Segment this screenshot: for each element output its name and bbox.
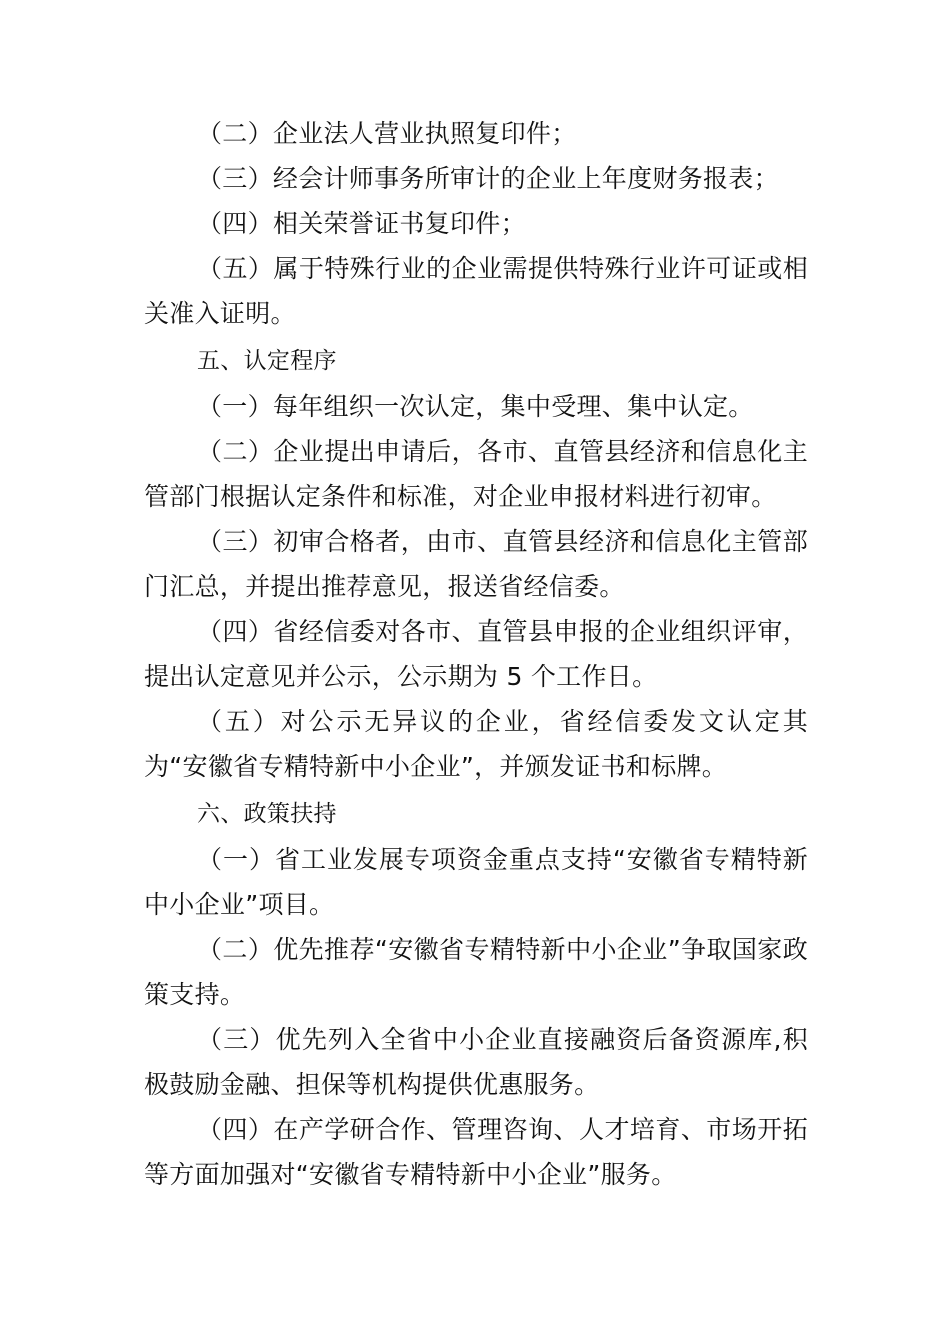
list-item-2: （二）企业法人营业执照复印件；: [197, 119, 577, 148]
policy-item-1: （一）省工业发展专项资金重点支持“安徽省专精特新中小企业”项目。: [144, 845, 808, 919]
document-body: [144, 111, 808, 1197]
procedure-item-2: （二）企业提出申请后，各市、直管县经济和信息化主管部门根据认定条件和标准，对企业申报材料进行初审。: [144, 437, 808, 511]
section-heading-policy: 六、政策扶持: [197, 801, 337, 827]
procedure-item-1: （一）每年组织一次认定，集中受理、集中认定。: [197, 392, 754, 421]
policy-item-4: （四）在产学研合作、管理咨询、人才培育、市场开拓等方面加强对“安徽省专精特新中小企业”服务。: [144, 1115, 808, 1189]
procedure-item-4: （四）省经信委对各市、直管县申报的企业组织评审，提出认定意见并公示，公示期为 5 个工作日。: [144, 617, 808, 691]
policy-item-2: （二）优先推荐“安徽省专精特新中小企业”争取国家政策支持。: [144, 935, 808, 1009]
list-item-3: （三）经会计师事务所审计的企业上年度财务报表；: [197, 164, 779, 193]
list-item-5: （五）属于特殊行业的企业需提供特殊行业许可证或相关准入证明。: [144, 254, 808, 328]
procedure-item-5: （五）对公示无异议的企业，省经信委发文认定其为“安徽省专精特新中小企业”，并颁发证书和标牌。: [144, 707, 808, 781]
policy-item-3: （三）优先列入全省中小企业直接融资后备资源库,积极鼓励金融、担保等机构提供优惠服务。: [144, 1025, 808, 1099]
list-item-4: （四）相关荣誉证书复印件；: [197, 209, 526, 238]
procedure-item-3: （三）初审合格者，由市、直管县经济和信息化主管部门汇总，并提出推荐意见，报送省经信委。: [144, 527, 808, 601]
section-heading-procedure: 五、认定程序: [197, 348, 337, 374]
